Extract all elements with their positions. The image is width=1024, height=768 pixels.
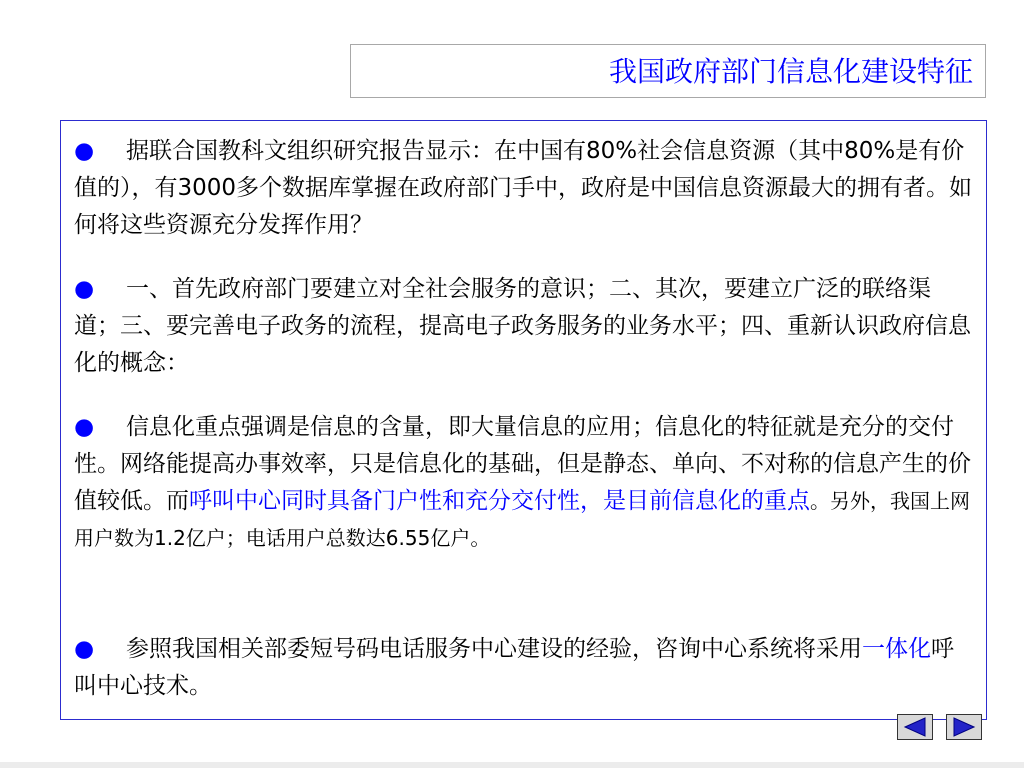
triangle-left-icon	[898, 715, 932, 739]
bullet-paragraph-2	[74, 271, 974, 382]
bullet-paragraph-4	[74, 631, 974, 705]
paragraph-text: 参照我国相关部委短号码电话服务中心建设的经验，咨询中心系统将采用	[126, 636, 862, 662]
bullet-icon: ●	[74, 414, 95, 440]
previous-slide-button[interactable]	[897, 714, 933, 740]
bottom-divider	[0, 762, 1024, 768]
paragraph-text-tail: 呼叫中心技术。	[74, 636, 954, 699]
slide-title-box	[350, 44, 986, 98]
next-slide-button[interactable]	[946, 714, 982, 740]
content-box	[60, 120, 987, 720]
bullet-paragraph-3	[74, 409, 974, 557]
highlighted-text: 一体化	[862, 636, 931, 662]
highlighted-text: 呼叫中心同时具备门户性和充分交付性，是目前信息化的重点	[189, 488, 810, 514]
bullet-icon: ●	[74, 276, 95, 302]
bullet-icon: ●	[74, 636, 95, 662]
bullet-icon: ●	[74, 138, 95, 164]
paragraph-text: 据联合国教科文组织研究报告显示：在中国有80%社会信息资源（其中80%是有价值的），有3000多个数据库掌握在政府部门手中，政府是中国信息资源最大的拥有者。如何将这些资源充分发挥作用？	[74, 138, 973, 238]
triangle-right-icon	[947, 715, 981, 739]
paragraph-text: 信息化重点强调是信息的含量，即大量信息的应用；信息化的特征就是充分的交付性。网络能提高办事效率，只是信息化的基础，但是静态、单向、不对称的信息产生的价值较低。而	[74, 414, 971, 514]
slide-title: 我国政府部门信息化建设特征	[608, 55, 973, 88]
paragraph-text-tail: 。另外，我国上网用户数为1.2亿户；电话用户总数达6.55亿户。	[74, 489, 970, 550]
paragraph-text: 一、首先政府部门要建立对全社会服务的意识；二、其次，要建立广泛的联络渠道；三、要完善电子政务的流程，提高电子政务服务的业务水平；四、重新认识政府信息化的概念：	[74, 276, 971, 376]
bullet-paragraph-1	[74, 133, 974, 244]
